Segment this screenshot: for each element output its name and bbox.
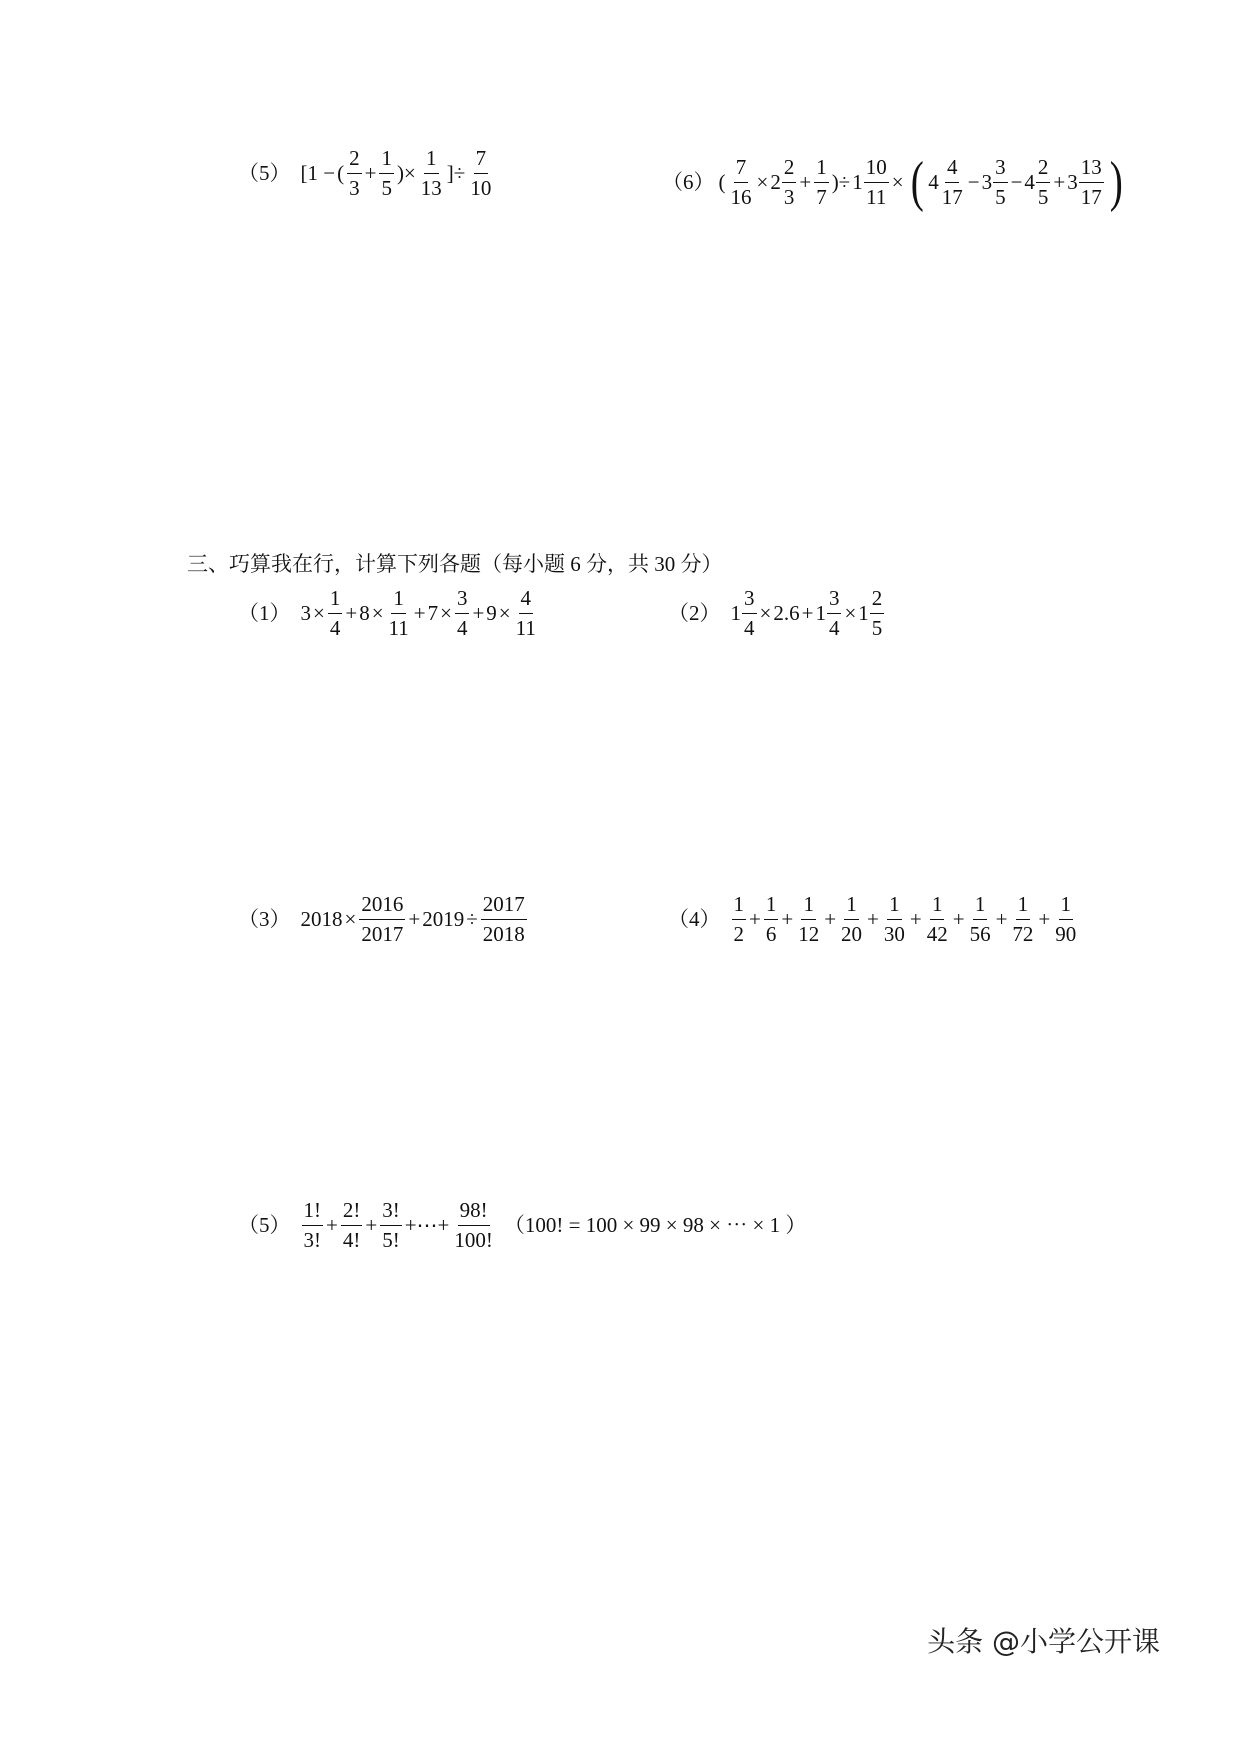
denominator: 17 [1080, 184, 1102, 209]
whole-part: 1 [852, 169, 863, 194]
mixed-number [1024, 154, 1051, 209]
plus-sign: + [952, 907, 965, 931]
paren-open: ( [718, 169, 726, 194]
numerator: 98! [458, 1200, 490, 1226]
fraction [341, 1200, 363, 1251]
fraction [347, 148, 362, 199]
denominator: 72 [1012, 922, 1034, 946]
times-sign: × [498, 601, 511, 625]
plus-sign: + [824, 907, 837, 931]
whole-part: 1 [858, 601, 869, 625]
numerator: 4 [519, 588, 534, 614]
problem-label: （2） [668, 601, 721, 625]
mixed-number [731, 588, 758, 639]
fraction [827, 588, 842, 639]
fraction [796, 894, 821, 945]
fraction [925, 894, 950, 945]
denominator: 16 [730, 184, 752, 209]
paren-open: ( [337, 161, 345, 185]
numerator: 1 [973, 894, 988, 920]
coefficient: 2019 [422, 907, 465, 931]
numerator: 1 [424, 148, 439, 174]
fraction [328, 588, 343, 639]
times-sign: × [344, 907, 357, 931]
times-sign: × [371, 601, 384, 625]
fraction [839, 894, 864, 945]
denominator: 4 [828, 616, 840, 640]
factorial-note: （100! = 100 × 99 × 98 × ⋯ × 1 ） [503, 1213, 807, 1237]
fraction [940, 154, 965, 209]
plus-sign: + [364, 161, 377, 185]
mixed-number [815, 588, 842, 639]
numerator: 2 [870, 588, 885, 614]
denominator: 56 [969, 922, 991, 946]
problem-3-1 [238, 588, 539, 639]
whole-part: 2 [770, 169, 781, 194]
fraction [1079, 154, 1104, 209]
fraction [742, 588, 757, 639]
numerator: 3 [993, 157, 1008, 183]
problem-3-2 [668, 588, 885, 639]
fraction [419, 148, 444, 199]
numerator: 1 [379, 148, 394, 174]
watermark-text: 头条 @小学公开课 [927, 1625, 1160, 1658]
mixed-number [928, 154, 966, 209]
numerator: 1 [764, 894, 779, 920]
fraction [1036, 154, 1051, 209]
coefficient: 3 [300, 601, 311, 625]
denominator: 2018 [482, 922, 525, 946]
problem-2-5 [238, 148, 494, 199]
denominator: 4 [456, 616, 468, 640]
times-sign: × [313, 601, 325, 625]
numerator: 2 [782, 157, 797, 183]
plus-sign: + [365, 1213, 378, 1237]
plus-sign: + [1053, 169, 1066, 194]
fraction [968, 894, 993, 945]
numerator: 7 [734, 157, 749, 183]
problem-label: （5） [238, 161, 291, 185]
numerator: 4 [945, 157, 960, 183]
numerator: 1 [732, 894, 747, 920]
plus-sign: + [326, 1213, 338, 1237]
denominator: 3! [303, 1228, 321, 1252]
denominator: 20 [841, 922, 863, 946]
numerator: 3 [742, 588, 757, 614]
expr-text: [1 − [300, 161, 336, 185]
denominator: 30 [883, 922, 905, 946]
numerator: 1 [814, 157, 829, 183]
mixed-number [770, 154, 797, 209]
denominator: 5 [995, 184, 1006, 209]
plus-sign: + [472, 601, 485, 625]
fraction [1010, 894, 1035, 945]
plus-sign: + [867, 907, 879, 931]
numerator: 1 [887, 894, 902, 920]
numerator: 1 [844, 894, 859, 920]
denominator: 17 [941, 184, 963, 209]
fraction [782, 154, 797, 209]
whole-part: 3 [1067, 169, 1078, 194]
denominator: 2 [733, 922, 744, 946]
numerator: 2016 [359, 894, 405, 920]
denominator: 13 [420, 176, 442, 200]
problem-label: （6） [662, 169, 715, 194]
problem-label: （1） [238, 601, 291, 625]
numerator: 3! [380, 1200, 402, 1226]
numerator: 2017 [481, 894, 527, 920]
times-sign: × [440, 601, 452, 625]
times-sign: × [891, 169, 904, 194]
denominator: 2017 [361, 922, 404, 946]
whole-part: 3 [981, 169, 993, 194]
denominator: 4 [329, 616, 341, 640]
numerator: 2! [341, 1200, 363, 1226]
coefficient: 2018 [300, 907, 343, 931]
problem-3-5 [238, 1200, 806, 1251]
denominator: 10 [470, 176, 492, 200]
denominator: 3 [349, 176, 360, 200]
fraction [387, 588, 411, 639]
mixed-number [858, 588, 885, 639]
numerator: 1 [801, 894, 816, 920]
problem-label: （3） [238, 907, 291, 931]
problem-label: （4） [668, 907, 721, 931]
fraction [729, 154, 754, 209]
fraction [814, 154, 829, 209]
plus-sign: + [995, 907, 1008, 931]
denominator: 4! [342, 1228, 361, 1252]
decimal-value: 2.6 [773, 601, 800, 625]
denominator: 6 [765, 922, 777, 946]
fraction [514, 588, 538, 639]
plus-sign: + [909, 907, 922, 931]
divide-sign: ]÷ [446, 161, 466, 185]
plus-sign: + [413, 601, 426, 625]
numerator: 1! [302, 1200, 324, 1226]
coefficient: 7 [427, 601, 439, 625]
coefficient: 8 [359, 601, 370, 625]
mixed-number [981, 154, 1009, 209]
numerator: 2 [1036, 157, 1051, 183]
denominator: 90 [1055, 922, 1077, 946]
whole-part: 1 [730, 601, 741, 625]
times-sign: × [844, 601, 857, 625]
fraction [380, 1200, 402, 1251]
times-sign: × [756, 169, 769, 194]
fraction [993, 154, 1008, 209]
mixed-number [1067, 154, 1105, 209]
fraction [302, 1200, 324, 1251]
plus-sign: + [408, 907, 421, 931]
denominator: 5 [381, 176, 392, 200]
fraction [452, 1200, 495, 1251]
numerator: 7 [474, 148, 489, 174]
fraction [359, 894, 405, 945]
plus-sign: + [801, 601, 814, 625]
fraction [1053, 894, 1078, 945]
fraction [732, 894, 747, 945]
numerator: 1 [328, 588, 343, 614]
numerator: 2 [347, 148, 362, 174]
big-paren-close: ) [1109, 151, 1123, 213]
whole-part: 1 [815, 601, 826, 625]
fraction [455, 588, 470, 639]
denominator: 42 [926, 922, 948, 946]
coefficient: 9 [486, 601, 497, 625]
divide-sign: ÷ [466, 907, 478, 931]
plus-sign: + [1038, 907, 1051, 931]
whole-part: 4 [928, 169, 939, 194]
times-sign: × [759, 601, 772, 625]
denominator: 7 [816, 184, 827, 209]
denominator: 11 [388, 616, 409, 640]
denominator: 4 [744, 616, 755, 640]
section-heading: 三、巧算我在行，计算下列各题（每小题 6 分，共 30 分） [187, 552, 723, 576]
paren-close: )× [396, 161, 416, 185]
plus-sign: + [781, 907, 794, 931]
mixed-number [852, 154, 890, 209]
problem-3-3 [238, 894, 528, 945]
minus-sign: − [967, 169, 980, 194]
minus-sign: − [1010, 169, 1023, 194]
whole-part: 4 [1024, 169, 1035, 194]
fraction [468, 148, 493, 199]
denominator: 11 [866, 184, 887, 209]
numerator: 3 [827, 588, 842, 614]
numerator: 3 [455, 588, 470, 614]
denominator: 5 [871, 616, 883, 640]
plus-sign: + [345, 601, 358, 625]
big-paren-open: ( [910, 151, 924, 213]
denominator: 12 [798, 922, 820, 946]
numerator: 1 [1016, 894, 1031, 920]
denominator: 5 [1037, 184, 1049, 209]
plus-sign: + [749, 907, 761, 931]
fraction [764, 894, 779, 945]
fraction [379, 148, 394, 199]
problem-label: （5） [238, 1213, 291, 1237]
numerator: 10 [864, 157, 889, 183]
fraction [870, 588, 885, 639]
denominator: 100! [454, 1228, 493, 1252]
ellipsis-sum: +⋯+ [404, 1213, 450, 1237]
divide-sign: )÷ [831, 169, 851, 194]
numerator: 1 [930, 894, 945, 920]
numerator: 13 [1079, 157, 1104, 183]
problem-3-4 [668, 894, 1079, 945]
fraction [882, 894, 907, 945]
fraction [864, 154, 889, 209]
denominator: 3 [783, 184, 795, 209]
numerator: 1 [1059, 894, 1074, 920]
plus-sign: + [799, 169, 812, 194]
denominator: 5! [382, 1228, 400, 1252]
fraction [481, 894, 527, 945]
problem-2-6 [662, 151, 1127, 213]
denominator: 11 [515, 616, 536, 640]
numerator: 1 [391, 588, 406, 614]
